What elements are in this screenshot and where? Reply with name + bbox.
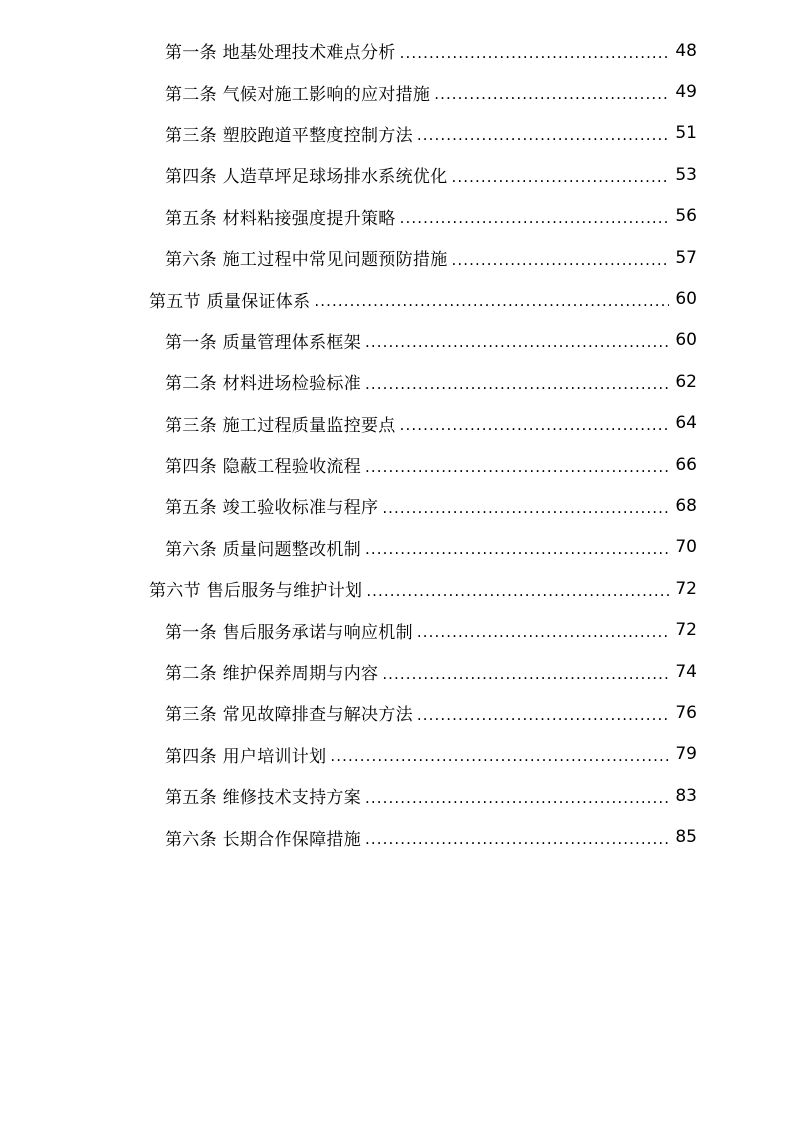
toc-entry[interactable] <box>0 816 793 857</box>
toc-dot-leader <box>417 703 669 723</box>
toc-entry[interactable] <box>0 113 793 154</box>
toc-entry-page: 72 <box>675 620 697 641</box>
toc-entry-title: 第六条 质量问题整改机制 <box>165 539 362 560</box>
toc-entry-title: 第五节 质量保证体系 <box>149 291 311 312</box>
toc-entry-page: 60 <box>675 330 697 351</box>
toc-entry[interactable] <box>0 609 793 650</box>
toc-entry-page: 76 <box>675 702 697 723</box>
toc-section-entry[interactable] <box>0 278 793 319</box>
toc-entry-title: 第二条 材料进场检验标准 <box>165 374 362 395</box>
toc-dot-leader <box>365 537 669 557</box>
toc-entry-page: 66 <box>675 454 697 475</box>
toc-entry-page: 72 <box>675 578 697 599</box>
toc-dot-leader <box>400 41 669 61</box>
toc-entry-page: 64 <box>675 413 697 434</box>
toc-entry-page: 53 <box>675 164 697 185</box>
toc-dot-leader <box>452 248 669 268</box>
toc-entry-title: 第五条 竣工验收标准与程序 <box>165 498 379 519</box>
toc-dot-leader <box>400 206 669 226</box>
toc-entry[interactable] <box>0 527 793 568</box>
toc-dot-leader <box>365 827 669 847</box>
toc-entry-title: 第二条 维护保养周期与内容 <box>165 664 379 685</box>
toc-entry-title: 第六条 施工过程中常见问题预防措施 <box>165 250 448 271</box>
toc-section-entry[interactable] <box>0 568 793 609</box>
toc-entry-title: 第四条 用户培训计划 <box>165 746 327 767</box>
toc-entry-page: 85 <box>675 827 697 848</box>
toc-entry-title: 第一条 售后服务承诺与响应机制 <box>165 622 413 643</box>
toc-dot-leader <box>366 579 669 599</box>
toc-entry-title: 第四条 隐蔽工程验收流程 <box>165 457 362 478</box>
toc-dot-leader <box>417 123 669 143</box>
toc-entry[interactable] <box>0 444 793 485</box>
toc-entry[interactable] <box>0 692 793 733</box>
toc-entry-page: 57 <box>675 247 697 268</box>
toc-entry[interactable] <box>0 734 793 775</box>
toc-entry[interactable] <box>0 320 793 361</box>
toc-entry[interactable] <box>0 651 793 692</box>
toc-dot-leader <box>382 662 669 682</box>
toc-dot-leader <box>400 413 669 433</box>
toc-dot-leader <box>314 289 669 309</box>
toc-entry[interactable] <box>0 71 793 112</box>
toc-dot-leader <box>330 744 669 764</box>
toc-entry[interactable] <box>0 775 793 816</box>
toc-entry[interactable] <box>0 361 793 402</box>
toc-dot-leader <box>434 82 669 102</box>
toc-entry-page: 60 <box>675 289 697 310</box>
toc-entry-page: 74 <box>675 661 697 682</box>
toc-entry-page: 70 <box>675 537 697 558</box>
toc-entry-title: 第三条 塑胶跑道平整度控制方法 <box>165 125 413 146</box>
toc-entry-title: 第六节 售后服务与维护计划 <box>149 581 363 602</box>
toc-entry-page: 48 <box>675 40 697 61</box>
toc-entry-title: 第五条 维修技术支持方案 <box>165 788 362 809</box>
toc-entry-title: 第四条 人造草坪足球场排水系统优化 <box>165 167 448 188</box>
toc-entry-page: 68 <box>675 495 697 516</box>
toc-entry-title: 第二条 气候对施工影响的应对措施 <box>165 84 431 105</box>
toc-dot-leader <box>365 786 669 806</box>
toc-entry[interactable] <box>0 154 793 195</box>
toc-entry-page: 49 <box>675 82 697 103</box>
toc-entry-page: 62 <box>675 371 697 392</box>
toc-entry[interactable] <box>0 485 793 526</box>
toc-dot-leader <box>452 165 669 185</box>
toc-entry[interactable] <box>0 403 793 444</box>
toc-entry-page: 83 <box>675 785 697 806</box>
toc-entry-page: 56 <box>675 206 697 227</box>
toc-entry-title: 第三条 施工过程质量监控要点 <box>165 415 396 436</box>
toc-dot-leader <box>382 496 669 516</box>
toc-dot-leader <box>417 620 669 640</box>
toc-entry-title: 第三条 常见故障排查与解决方法 <box>165 705 413 726</box>
toc-dot-leader <box>365 330 669 350</box>
toc-entry-page: 51 <box>675 123 697 144</box>
toc-dot-leader <box>365 455 669 475</box>
toc-entry-title: 第五条 材料粘接强度提升策略 <box>165 208 396 229</box>
toc-entry[interactable] <box>0 30 793 71</box>
toc-entry-title: 第六条 长期合作保障措施 <box>165 829 362 850</box>
toc-entry-title: 第一条 质量管理体系框架 <box>165 332 362 353</box>
toc-entry[interactable] <box>0 237 793 278</box>
toc-entry-title: 第一条 地基处理技术难点分析 <box>165 43 396 64</box>
toc-dot-leader <box>365 372 669 392</box>
toc-entry[interactable] <box>0 196 793 237</box>
table-of-contents <box>0 30 793 858</box>
toc-entry-page: 79 <box>675 744 697 765</box>
